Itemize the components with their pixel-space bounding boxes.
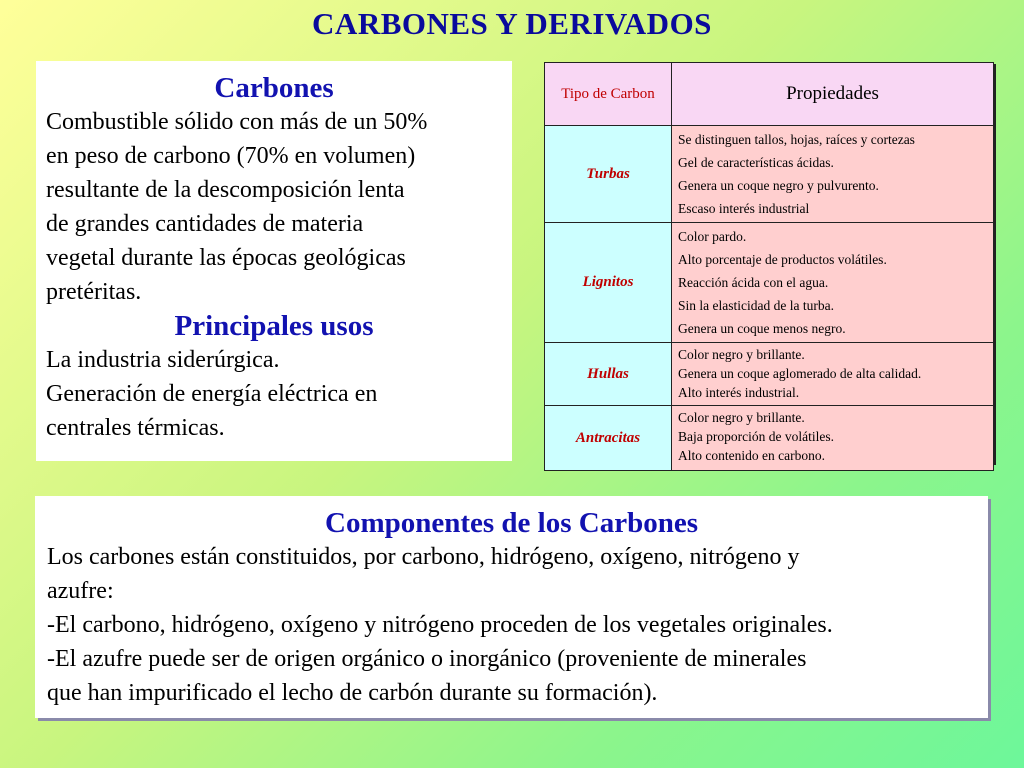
carbones-text-line: resultante de la descomposición lenta xyxy=(46,177,405,203)
carbones-panel xyxy=(36,61,512,461)
prop-line: Gel de características ácidas. xyxy=(678,155,834,170)
props-cell xyxy=(672,343,994,406)
props-cell xyxy=(672,126,994,223)
usos-heading: Principales usos xyxy=(174,310,374,342)
table-row xyxy=(545,126,994,223)
componentes-text-line: que han impurificado el lecho de carbón durante su formación). xyxy=(47,680,658,706)
prop-line: Color pardo. xyxy=(678,229,747,244)
prop-line: Escaso interés industrial xyxy=(678,201,810,216)
componentes-text-line: -El carbono, hidrógeno, oxígeno y nitrógeno proceden de los vegetales originales. xyxy=(47,612,833,638)
type-cell: Lignitos xyxy=(545,223,672,343)
table-row xyxy=(545,223,994,343)
table-row xyxy=(545,406,994,471)
table-row xyxy=(545,343,994,406)
componentes-text-line: Los carbones están constituidos, por carbono, hidrógeno, oxígeno, nitrógeno y xyxy=(47,544,800,570)
prop-line: Genera un coque menos negro. xyxy=(678,321,846,336)
type-cell: Hullas xyxy=(545,343,672,406)
type-cell: Antracitas xyxy=(545,406,672,471)
carbones-text-line: pretéritas. xyxy=(46,279,142,305)
prop-line: Color negro y brillante. xyxy=(678,410,805,425)
componentes-text-line: azufre: xyxy=(47,578,114,604)
prop-line: Alto interés industrial. xyxy=(678,385,800,400)
prop-line: Sin la elasticidad de la turba. xyxy=(678,298,834,313)
componentes-heading: Componentes de los Carbones xyxy=(325,507,698,539)
usos-text-line: Generación de energía eléctrica en xyxy=(46,381,378,407)
header-tipo-carbon: Tipo de Carbon xyxy=(545,63,672,126)
table-header-row xyxy=(545,63,994,126)
carbones-text-line: en peso de carbono (70% en volumen) xyxy=(46,143,416,169)
usos-text-line: La industria siderúrgica. xyxy=(46,347,280,373)
slide-title: CARBONES Y DERIVADOS xyxy=(312,6,712,41)
prop-line: Alto porcentaje de productos volátiles. xyxy=(678,252,887,267)
props-cell xyxy=(672,406,994,471)
prop-line: Baja proporción de volátiles. xyxy=(678,429,834,444)
coal-types-table xyxy=(544,62,994,463)
header-propiedades: Propiedades xyxy=(672,63,994,126)
prop-line: Genera un coque negro y pulvurento. xyxy=(678,178,879,193)
carbones-text-line: vegetal durante las épocas geológicas xyxy=(46,245,406,271)
prop-line: Reacción ácida con el agua. xyxy=(678,275,829,290)
componentes-panel xyxy=(35,496,988,718)
usos-text-line: centrales térmicas. xyxy=(46,415,225,441)
type-cell: Turbas xyxy=(545,126,672,223)
prop-line: Color negro y brillante. xyxy=(678,347,805,362)
props-cell xyxy=(672,223,994,343)
carbones-text-line: de grandes cantidades de materia xyxy=(46,211,364,237)
prop-line: Genera un coque aglomerado de alta calidad. xyxy=(678,366,922,381)
prop-line: Alto contenido en carbono. xyxy=(678,448,825,463)
componentes-text-line: -El azufre puede ser de origen orgánico o inorgánico (proveniente de minerales xyxy=(47,646,807,672)
carbones-heading: Carbones xyxy=(214,72,334,104)
prop-line: Se distinguen tallos, hojas, raíces y cortezas xyxy=(678,132,915,147)
carbones-text-line: Combustible sólido con más de un 50% xyxy=(46,109,428,135)
